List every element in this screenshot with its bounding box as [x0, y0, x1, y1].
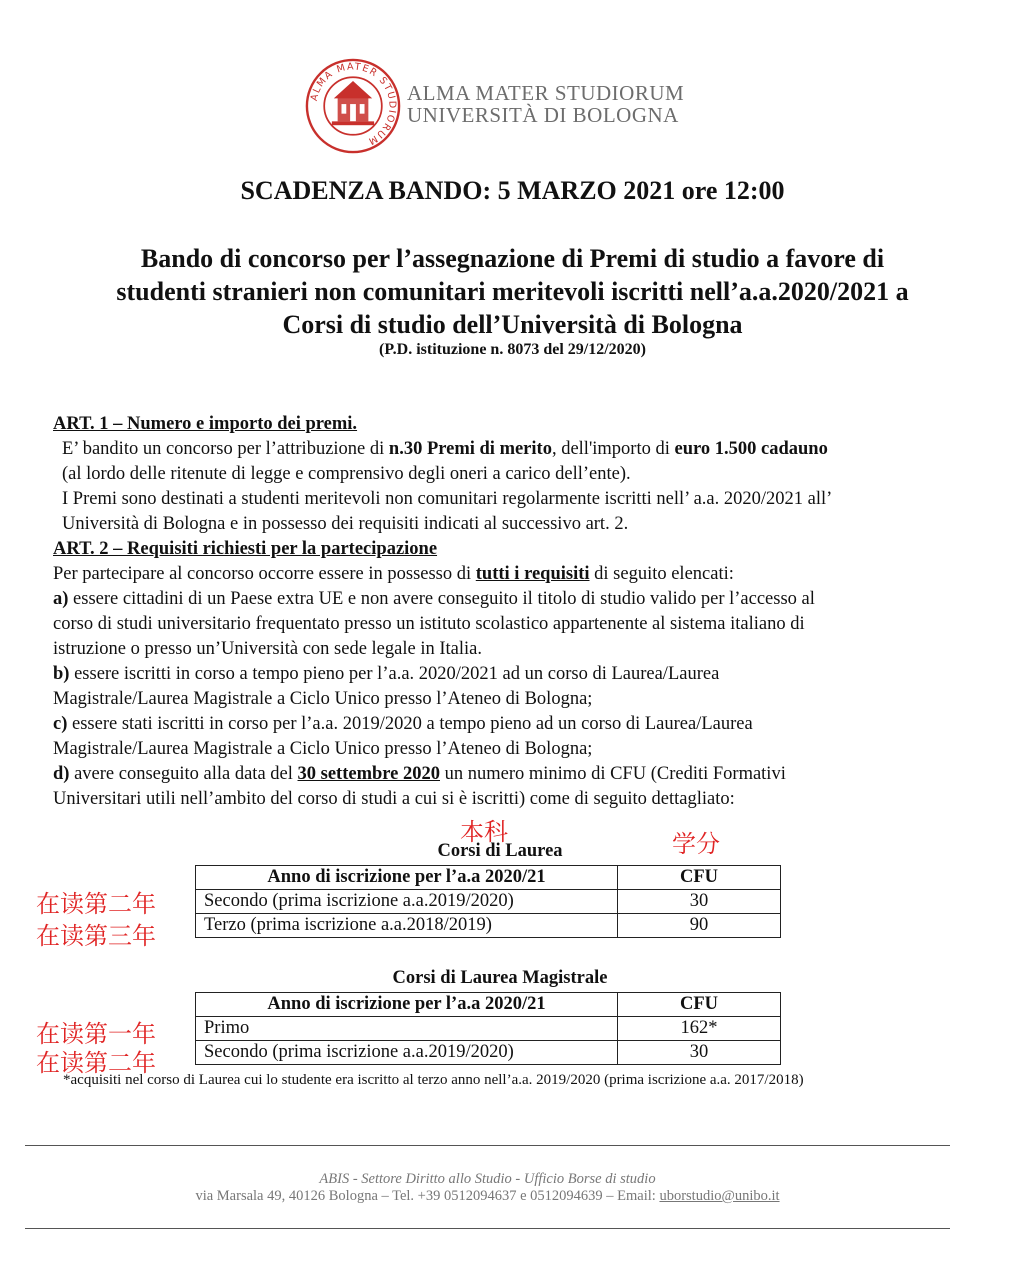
requirement-b-line-2: Magistrale/Laurea Magistrale a Ciclo Unico presso l’Ateneo di Bologna;	[53, 689, 593, 709]
table-bachelor-cfu	[195, 865, 781, 938]
table-1-row-2-year: Terzo (prima iscrizione a.a.2018/2019)	[196, 914, 618, 938]
table-2-header-year: Anno di iscrizione per l’a.a 2020/21	[196, 993, 618, 1017]
table-1-caption: Corsi di Laurea	[437, 841, 563, 861]
document-title	[60, 242, 965, 341]
decree-reference: (P.D. istituzione n. 8073 del 29/12/2020)	[379, 341, 646, 358]
logo-line-2: UNIVERSITÀ DI BOLOGNA	[407, 103, 679, 127]
table-row	[196, 914, 781, 938]
email-link[interactable]: uborstudio@unibo.it	[659, 1188, 780, 1204]
article-1-paragraph-2: (al lordo delle ritenute di legge e comprensivo degli oneri a carico dell’ente).	[62, 464, 631, 484]
table-row	[196, 1017, 781, 1041]
table-2-row-2-cfu: 30	[618, 1041, 781, 1065]
table-master-cfu	[195, 992, 781, 1065]
footer-contacts: via Marsala 49, 40126 Bologna – Tel. +39 0512094637 e 0512094639 – Email: uborstudio@unibo.it	[195, 1188, 780, 1204]
logo-line-1: ALMA MATER STUDIORUM	[407, 81, 685, 105]
requirement-b: b) essere iscritti in corso a tempo pieno per l’a.a. 2020/2021 ad un corso di Laurea/Laurea	[53, 664, 720, 684]
table-row	[196, 1041, 781, 1065]
university-seal-icon	[305, 58, 401, 154]
table-2-header-cfu: CFU	[618, 993, 781, 1017]
requirement-d-line-2: Universitari utili nell’ambito del corso di studi a cui si è iscritti) come di seguito dettagliato:	[53, 789, 735, 809]
table-2-row-2-year: Secondo (prima iscrizione a.a.2019/2020)	[196, 1041, 618, 1065]
article-2	[53, 537, 973, 812]
footer	[0, 1171, 975, 1205]
title-line-2: studenti stranieri non comunitari meritevoli iscritti nell’a.a.2020/2021 a	[116, 277, 909, 306]
table-2-caption: Corsi di Laurea Magistrale	[392, 968, 608, 988]
table-2-row-1-year: Primo	[196, 1017, 618, 1041]
title-line-3: Corsi di studio dell’Università di Bologna	[282, 310, 743, 339]
annotation-master-year-1: 在读第一年	[36, 1020, 156, 1048]
annotation-master-year-2: 在读第二年	[36, 1049, 156, 1077]
annotation-credits: 学分	[672, 830, 720, 858]
annotation-bachelor: 本科	[460, 818, 508, 846]
table-1-row-2-cfu: 90	[618, 914, 781, 938]
table-1-row-1-cfu: 30	[618, 890, 781, 914]
article-1-paragraph-3: I Premi sono destinati a studenti meritevoli non comunitari regolarmente iscritti nell’ a.a. 2020/2021 all’	[62, 489, 833, 509]
footer-divider-top	[25, 1145, 950, 1146]
article-1	[53, 412, 973, 537]
table-1-header-year: Anno di iscrizione per l’a.a 2020/21	[196, 866, 618, 890]
article-2-heading: ART. 2 – Requisiti richiesti per la partecipazione	[53, 539, 438, 559]
article-1-paragraph-4: Università di Bologna e in possesso dei requisiti indicati al successivo art. 2.	[62, 514, 629, 534]
requirement-a: a) essere cittadini di un Paese extra UE e non avere conseguito il titolo di studio valido per l’accesso al	[53, 589, 815, 609]
article-1-heading: ART. 1 – Numero e importo dei premi.	[53, 414, 358, 434]
footer-office: ABIS - Settore Diritto allo Studio - Ufficio Borse di studio	[319, 1171, 656, 1187]
annotation-year-2: 在读第二年	[36, 890, 156, 918]
article-1-paragraph-1: E’ bandito un concorso per l’attribuzione di n.30 Premi di merito, dell'importo di euro 1.500 cadauno	[62, 439, 828, 459]
annotation-year-3: 在读第三年	[36, 922, 156, 950]
table-1-row-1-year: Secondo (prima iscrizione a.a.2019/2020)	[196, 890, 618, 914]
requirement-a-line-3: istruzione o presso un’Università con sede legale in Italia.	[53, 639, 482, 659]
seal-text: ALMA MATER STUDIORUM	[308, 61, 398, 148]
requirement-c: c) essere stati iscritti in corso per l’a.a. 2019/2020 a tempo pieno ad un corso di Laurea/Laurea	[53, 714, 753, 734]
deadline-heading: SCADENZA BANDO: 5 MARZO 2021 ore 12:00	[240, 176, 785, 205]
article-2-intro: Per partecipare al concorso occorre essere in possesso di tutti i requisiti di seguito elencati:	[53, 564, 734, 584]
requirement-c-line-2: Magistrale/Laurea Magistrale a Ciclo Unico presso l’Ateneo di Bologna;	[53, 739, 593, 759]
requirement-a-line-2: corso di studi universitario frequentato presso un istituto scolastico appartenente al sistema italiano di	[53, 614, 805, 634]
table-1-header-cfu: CFU	[618, 866, 781, 890]
university-logo	[305, 58, 685, 158]
title-line-1: Bando di concorso per l’assegnazione di Premi di studio a favore di	[140, 244, 885, 273]
footnote: *acquisiti nel corso di Laurea cui lo studente era iscritto al terzo anno nell’a.a. 2019/2020 (prima iscrizione a.a. 2017/2018)	[63, 1072, 804, 1088]
footer-divider-bottom	[25, 1228, 950, 1229]
table-2-row-1-cfu: 162*	[618, 1017, 781, 1041]
table-row	[196, 890, 781, 914]
requirement-d: d) avere conseguito alla data del 30 settembre 2020 un numero minimo di CFU (Crediti Formativi	[53, 764, 786, 784]
